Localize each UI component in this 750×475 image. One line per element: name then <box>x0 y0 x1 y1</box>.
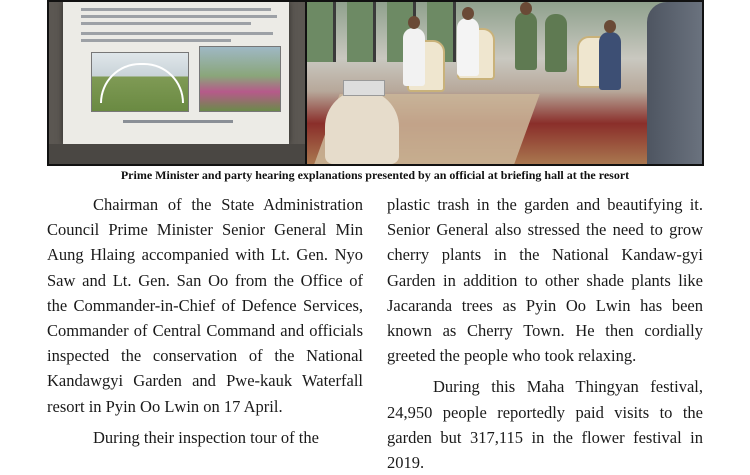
photo-caption: Prime Minister and party hearing explanations presented by an official at briefing hall at the resort <box>120 168 630 182</box>
article-paragraph: During this Maha Thingyan festival, 24,950 people reportedly paid visits to the garden but 317,115 in the flower festival in 2019. <box>387 377 703 473</box>
article-left-column <box>47 192 363 450</box>
greenhouse-image <box>91 52 189 112</box>
projection-screen <box>63 2 289 144</box>
projected-slide-photo <box>49 2 305 164</box>
article-paragraph: Chairman of the State Administration Council Prime Minister Senior General Min Aung Hlaing accompanied with Lt. Gen. Nyo Saw and Lt. Gen. San Oo from the Office of the Commander-in-Chief of Defence Services, Commander of Central Command and officials inspected the conservation of the National Kandawgyi Garden and Pwe-kauk Waterfall resort in Pyin Oo Lwin on 17 April. <box>47 195 363 416</box>
article-paragraph: plastic trash in the garden and beautifying it. Senior General also stressed the need to grow cherry plants in the National Kandaw-gyi Garden in addition to other shade plants like Jacaranda trees as Pyin Oo Lwin has been known as Cherry Town. He then cordially greeted the people who took relaxing. <box>387 195 703 366</box>
flower-garden-image <box>199 46 281 112</box>
news-photo <box>47 0 704 166</box>
projector <box>343 80 385 96</box>
article-paragraph: During their inspection tour of the <box>93 427 319 447</box>
article-right-column <box>387 192 703 475</box>
standing-official <box>647 2 702 164</box>
briefing-hall-photo <box>307 2 702 164</box>
